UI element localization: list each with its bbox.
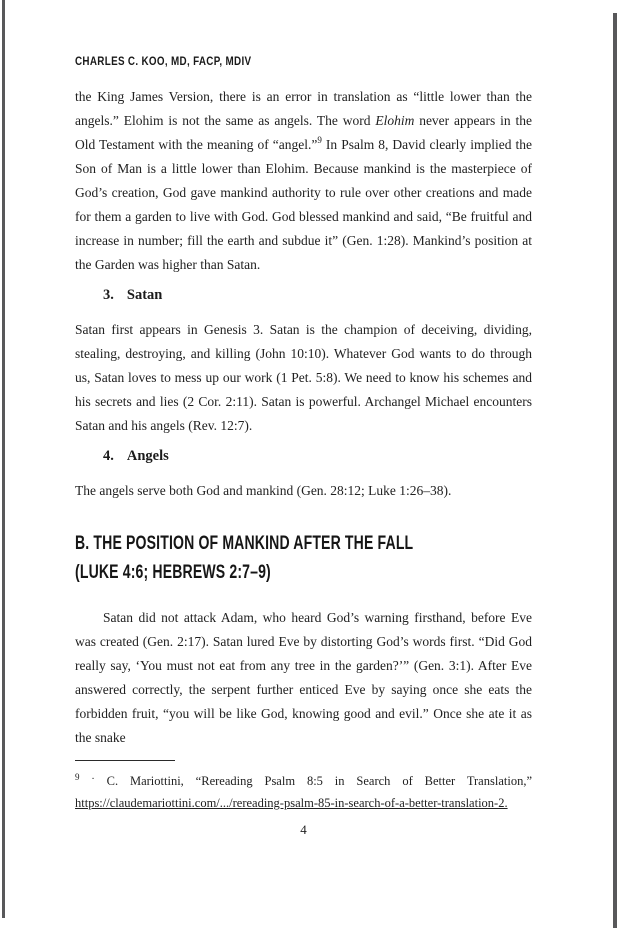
heading-position-of-mankind xyxy=(75,529,532,587)
footnote-separator-rule xyxy=(75,760,175,761)
section-title: Angels xyxy=(126,448,169,464)
italic-elohim: Elohim xyxy=(375,113,415,128)
paragraph-fall-of-mankind: Satan did not attack Adam, who heard God’s warning firsthand, before Eve was created (Gen. 2:17). Satan lured Eve by distorting God’s words first. “Did God really say, ‘You must not eat from any tree in the garden?’” (Gen. 3:1). After Eve answered correctly, the serpent further enticed Eve by saying once she eats the forbidden fruit, “you will be like God, knowing good and evil.” Once she ate it as the snake xyxy=(75,610,532,745)
section-heading-angels xyxy=(75,448,532,464)
heading-b-line1: B. THE POSITION OF MANKIND AFTER THE FALL xyxy=(75,533,414,554)
paragraph-kjv-elohim xyxy=(75,85,532,277)
footnote-text-block xyxy=(75,769,532,814)
footnote-marker: 9 xyxy=(75,772,80,782)
section-title: Satan xyxy=(126,287,163,303)
section-heading-satan xyxy=(75,287,532,303)
page-number: 4 xyxy=(300,822,307,837)
paragraph-satan: Satan first appears in Genesis 3. Satan is the champion of deceiving, dividing, stealing, destroying, and killing (John 10:10). Whatever God wants to do through us, Satan loves to mess up our work (1 Pet. 5:8). We need to know his schemes and his secrets and lies (2 Cor. 2:11). Satan is powerful. Archangel Michael encounters Satan and his angels (Rev. 12:7). xyxy=(75,322,532,433)
text-column xyxy=(75,0,532,838)
footnote-dot: · xyxy=(91,774,95,785)
paragraph-text: In Psalm 8, David clearly implied the Son of Man is a little lower than Elohim. Because mankind is the masterpiece of God’s creation, God gave mankind authority to rule over other creations and made for them a garden to live with God. God blessed mankind and said, “Be fruitful and increase in number; fill the earth and subdue it” (Gen. 1:28). Mankind’s position at the Garden was higher than Satan. xyxy=(75,137,533,272)
footnote xyxy=(75,760,532,814)
section-number: 4. xyxy=(103,448,114,464)
page-edge-right xyxy=(613,13,617,928)
footnote-reference-9: 9 xyxy=(317,135,322,145)
paragraph-angels: The angels serve both God and mankind (Gen. 28:12; Luke 1:26–38). xyxy=(75,483,452,498)
paragraph-text: never appears in the Old Testament with the meaning of “angel.” xyxy=(75,113,532,152)
footnote-url-link[interactable]: https://claudemariottini.com/.../rereading-psalm-85-in-search-of-a-better-translation-2. xyxy=(75,796,508,810)
paragraph-text: the King James Version, there is an error in translation as “little lower than the angels.” Elohim is not the same as angels. The word xyxy=(75,89,532,128)
section-number: 3. xyxy=(103,287,114,303)
footnote-citation: C. Mariottini, “Rereading Psalm 8:5 in Search of Better Translation,” xyxy=(106,774,532,788)
running-header-author: CHARLES C. KOO, MD, FACP, MDIV xyxy=(75,54,252,68)
page-edge-left xyxy=(2,0,5,918)
heading-b-line2: (LUKE 4:6; HEBREWS 2:7–9) xyxy=(75,562,271,583)
